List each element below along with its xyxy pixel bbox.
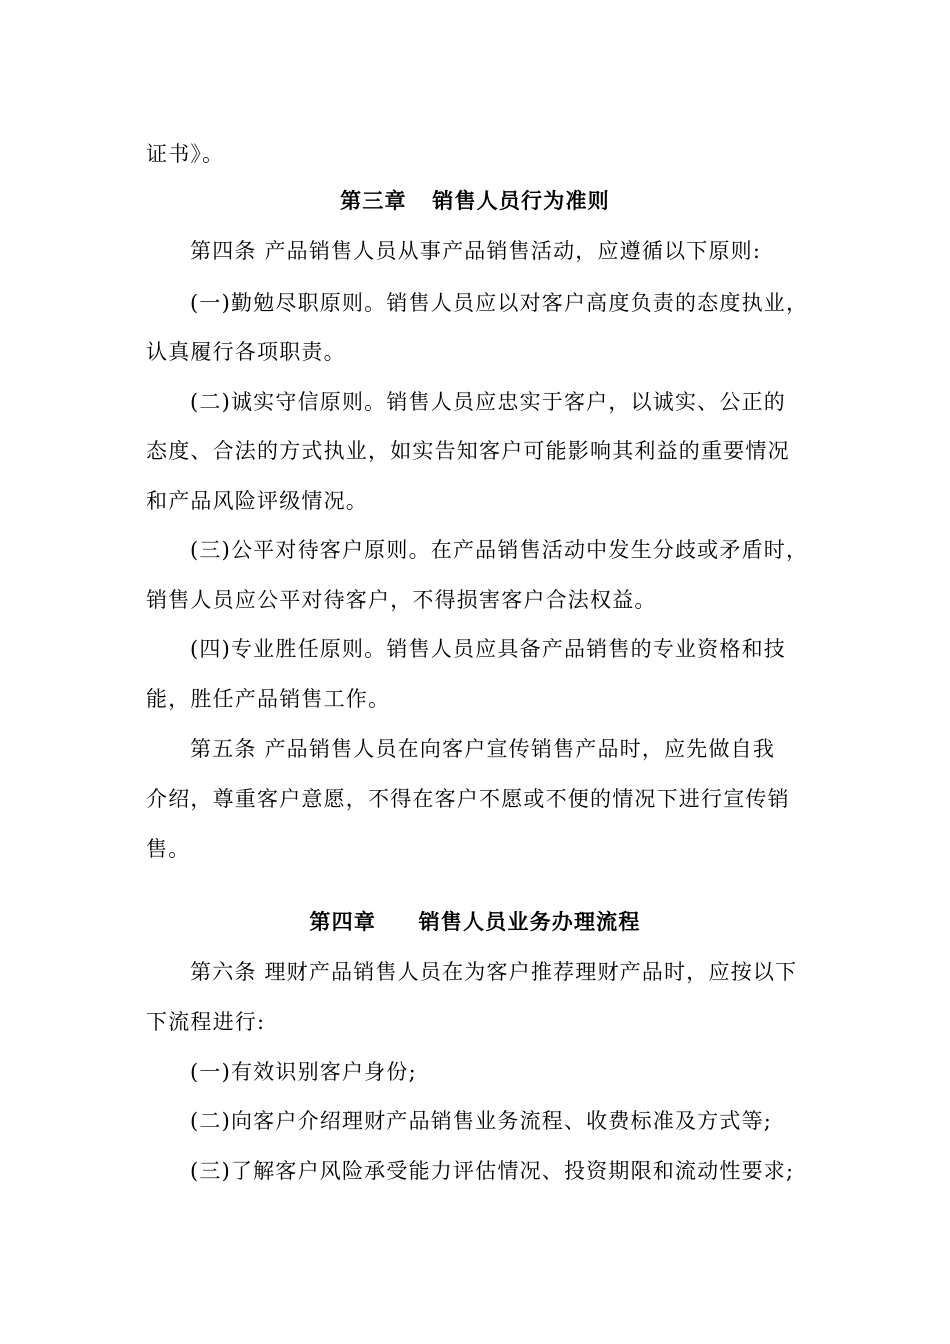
paragraph-line: (二)诚实守信原则。销售人员应忠实于客户，以诚实、公正的 [190, 390, 786, 414]
paragraph-line: 态度、合法的方式执业，如实告知客户可能影响其利益的重要情况 [146, 439, 790, 463]
paragraph-line: 认真履行各项职责。 [146, 340, 346, 364]
article-4-line: 第四条 产品销售人员从事产品销售活动，应遵循以下原则: [190, 239, 762, 263]
paragraph-line: 能，胜任产品销售工作。 [146, 687, 391, 711]
paragraph-line: 和产品风险评级情况。 [146, 489, 368, 513]
article-6-line: 第六条 理财产品销售人员在为客户推荐理财产品时，应按以下 [190, 960, 798, 984]
paragraph-line: (四)专业胜任原则。销售人员应具备产品销售的专业资格和技 [190, 637, 786, 661]
paragraph-line: (三)公平对待客户原则。在产品销售活动中发生分歧或矛盾时， [190, 538, 809, 562]
paragraph-line: 售。 [146, 837, 191, 861]
list-item: (三)了解客户风险承受能力评估情况、投资期限和流动性要求; [190, 1159, 795, 1183]
chapter-heading: 第三章 销售人员行为准则 [340, 189, 610, 213]
paragraph-line: 介绍，尊重客户意愿，不得在客户不愿或不便的情况下进行宣传销 [146, 787, 790, 811]
list-item: (一)有效识别客户身份; [190, 1060, 417, 1084]
chapter-heading: 第四章 销售人员业务办理流程 [309, 910, 641, 934]
paragraph-line: 证书》。 [146, 142, 225, 166]
paragraph-line: (一)勤勉尽职原则。销售人员应以对客户高度负责的态度执业， [190, 291, 809, 315]
list-item: (二)向客户介绍理财产品销售业务流程、收费标准及方式等; [190, 1109, 773, 1133]
article-5-line: 第五条 产品销售人员在向客户宣传销售产品时，应先做自我 [190, 737, 776, 761]
paragraph-line: 销售人员应公平对待客户，不得损害客户合法权益。 [146, 588, 657, 612]
paragraph-line: 下流程进行: [146, 1010, 266, 1034]
